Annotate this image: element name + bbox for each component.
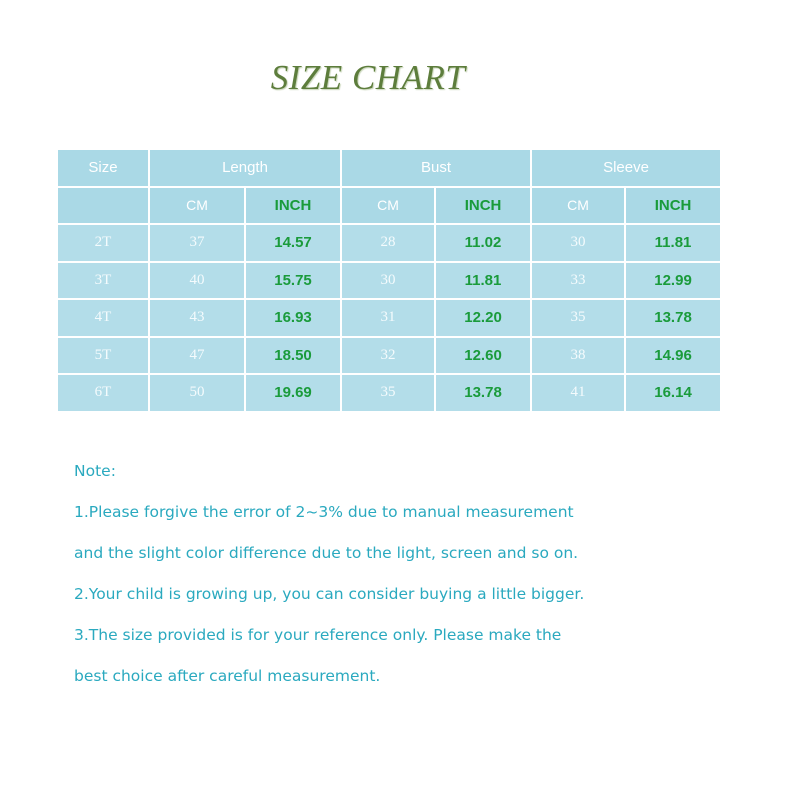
- note-line: 3.The size provided is for your reference only. Please make the: [74, 626, 562, 644]
- table-row: [57, 299, 721, 337]
- note-heading: Note:: [74, 462, 116, 480]
- length-cm-cell: 37: [149, 224, 245, 262]
- length-cm-cell: 47: [149, 337, 245, 375]
- length-inch-cell: 14.57: [245, 224, 341, 262]
- length-inch-cell: 16.93: [245, 299, 341, 337]
- unit-cm: CM: [531, 187, 625, 225]
- notes-section: [74, 455, 774, 701]
- table-header-row: [57, 149, 721, 187]
- bust-cm-cell: 31: [341, 299, 435, 337]
- bust-inch-cell: 13.78: [435, 374, 531, 412]
- size-cell: 5T: [57, 337, 149, 375]
- sleeve-inch-cell: 11.81: [625, 224, 721, 262]
- sleeve-cm-cell: 35: [531, 299, 625, 337]
- size-cell: 3T: [57, 262, 149, 300]
- page-title: SIZE CHART: [270, 58, 466, 97]
- note-line: best choice after careful measurement.: [74, 667, 381, 685]
- sleeve-cm-cell: 41: [531, 374, 625, 412]
- unit-inch: INCH: [245, 187, 341, 225]
- size-cell: 4T: [57, 299, 149, 337]
- unit-cm: CM: [149, 187, 245, 225]
- length-inch-cell: 19.69: [245, 374, 341, 412]
- length-inch-cell: 15.75: [245, 262, 341, 300]
- unit-cm: CM: [341, 187, 435, 225]
- unit-blank-cell: [57, 187, 149, 225]
- size-cell: 6T: [57, 374, 149, 412]
- size-cell: 2T: [57, 224, 149, 262]
- table-row: [57, 337, 721, 375]
- length-cm-cell: 43: [149, 299, 245, 337]
- note-line: 2.Your child is growing up, you can consider buying a little bigger.: [74, 585, 585, 603]
- bust-inch-cell: 12.20: [435, 299, 531, 337]
- bust-inch-cell: 12.60: [435, 337, 531, 375]
- table-unit-row: [57, 187, 721, 225]
- sleeve-cm-cell: 33: [531, 262, 625, 300]
- bust-cm-cell: 28: [341, 224, 435, 262]
- length-cm-cell: 40: [149, 262, 245, 300]
- table-row: [57, 374, 721, 412]
- bust-inch-cell: 11.81: [435, 262, 531, 300]
- sleeve-inch-cell: 12.99: [625, 262, 721, 300]
- table-row: [57, 262, 721, 300]
- bust-inch-cell: 11.02: [435, 224, 531, 262]
- length-inch-cell: 18.50: [245, 337, 341, 375]
- bust-cm-cell: 35: [341, 374, 435, 412]
- header-length: Length: [149, 149, 341, 187]
- sleeve-cm-cell: 30: [531, 224, 625, 262]
- sleeve-cm-cell: 38: [531, 337, 625, 375]
- table-row: [57, 224, 721, 262]
- unit-inch: INCH: [435, 187, 531, 225]
- size-chart-table: [56, 148, 722, 413]
- note-line: and the slight color difference due to the light, screen and so on.: [74, 544, 579, 562]
- sleeve-inch-cell: 16.14: [625, 374, 721, 412]
- note-line: 1.Please forgive the error of 2~3% due to manual measurement: [74, 503, 574, 521]
- sleeve-inch-cell: 14.96: [625, 337, 721, 375]
- sleeve-inch-cell: 13.78: [625, 299, 721, 337]
- bust-cm-cell: 32: [341, 337, 435, 375]
- unit-inch: INCH: [625, 187, 721, 225]
- header-bust: Bust: [341, 149, 531, 187]
- bust-cm-cell: 30: [341, 262, 435, 300]
- length-cm-cell: 50: [149, 374, 245, 412]
- header-size: Size: [57, 149, 149, 187]
- header-sleeve: Sleeve: [531, 149, 721, 187]
